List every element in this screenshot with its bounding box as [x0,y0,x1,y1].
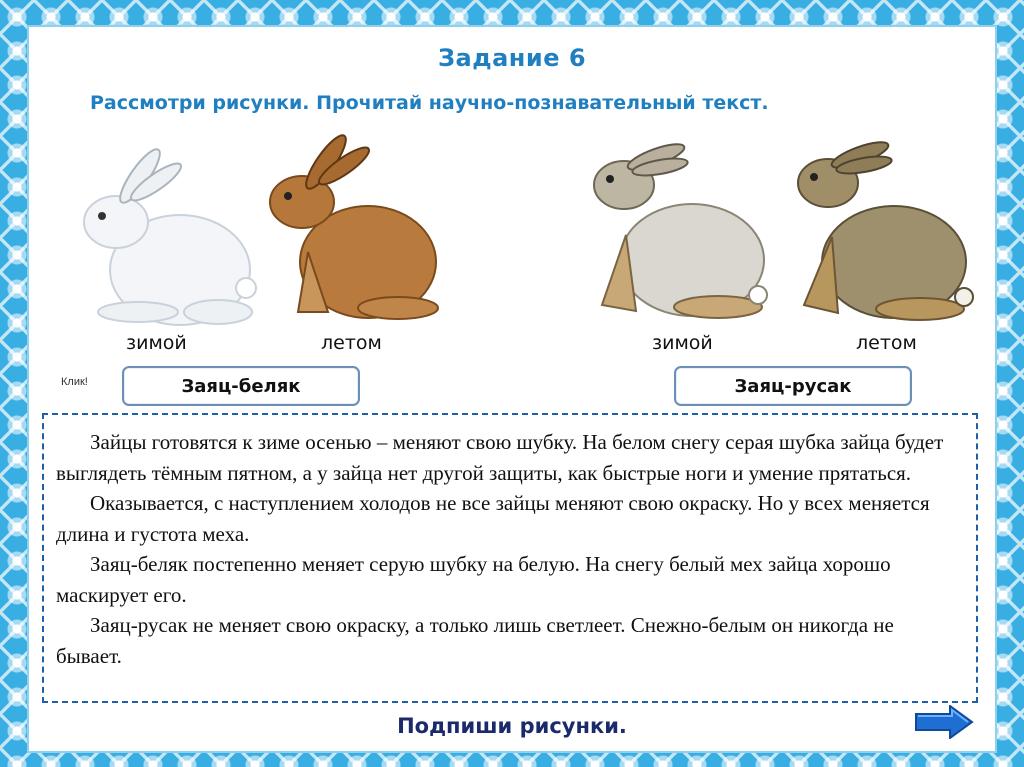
season-caption-winter-rusak: зимой [652,332,713,354]
task-instruction: Рассмотри рисунки. Прочитай научно-познавательный текст. [90,92,769,114]
text-paragraph-1: Зайцы готовятся к зиме осенью – меняют свою шубку. На белом снегу серая шубка зайца будет выглядеть тёмным пятном, а у зайца нет другой защиты, как быстрые ноги и умение прятаться. [56,430,944,485]
click-hint: Клик! [61,376,88,388]
brown-hare-icon [258,132,448,332]
label-hare-belyak[interactable]: Заяц-беляк [122,366,360,406]
label-instruction: Подпиши рисунки. [397,714,627,738]
grey-brown-hare-icon [786,137,976,337]
task-title: Задание 6 [437,44,587,72]
science-text [42,413,978,703]
light-grey-hare-icon [582,135,772,335]
season-caption-summer-rusak: летом [856,332,917,354]
season-caption-winter-belyak: зимой [126,332,187,354]
label-hare-rusak[interactable]: Заяц-русак [674,366,912,406]
text-paragraph-3: Заяц-беляк постепенно меняет серую шубку на белую. На снегу белый мех зайца хорошо маскирует его. [56,552,891,607]
text-paragraph-2: Оказывается, с наступлением холодов не все зайцы меняют свою окраску. Но у всех меняется длина и густота меха. [56,491,930,546]
season-caption-summer-belyak: летом [321,332,382,354]
right-arrow-icon[interactable] [914,705,974,739]
white-hare-icon [68,140,258,340]
text-paragraph-4: Заяц-русак не меняет свою окраску, а только лишь светлеет. Снежно-белым он никогда не бывает. [56,613,894,668]
